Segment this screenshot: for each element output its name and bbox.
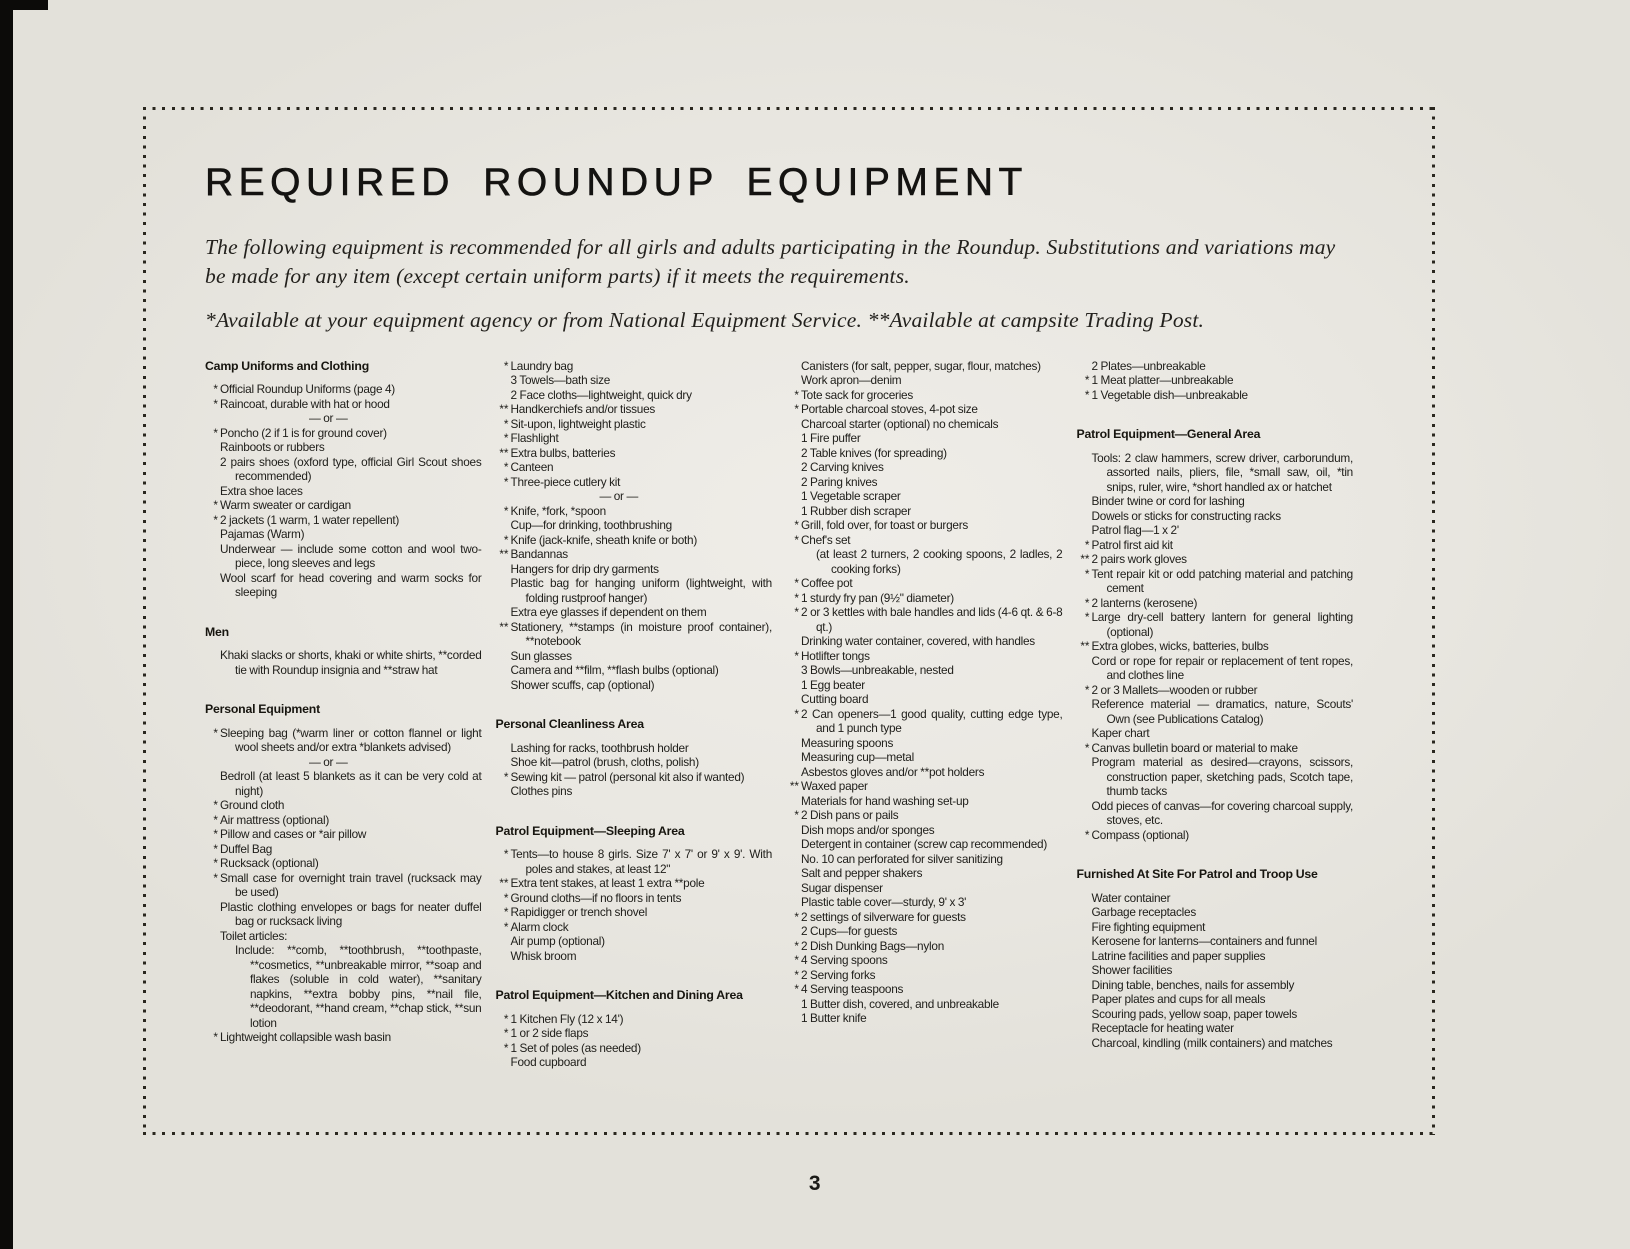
asterisk-marker: ** [499,445,509,460]
list-item: * 2 or 3 Mallets—wooden or rubber [1077,683,1354,698]
list-item: Air pump (optional) [510,934,605,949]
list-item: * Hotlifter tongs [786,649,1063,664]
list-item: * Grill, fold over, for toast or burgers [786,518,1063,533]
list-column [496,359,773,1070]
asterisk-marker: * [503,1011,509,1026]
list-item: * Warm sweater or cardigan [205,498,482,513]
list-item: ** Handkerchiefs and/or tissues [496,402,773,417]
list-item: * 2 jackets (1 warm, 1 water repellent) [205,513,482,528]
list-item: Cord or rope for repair or replacement of tent ropes, and clothes line [1091,653,1353,683]
scan-edge-strip-top [0,0,48,10]
list-item: * Sit-upon, lightweight plastic [496,417,773,432]
list-item: * Sleeping bag (*warm liner or cotton flannel or light wool sheets and/or extra *blankets advised) [205,726,482,755]
asterisk-marker: * [503,769,509,784]
list-item: * Flashlight [496,431,773,446]
equipment-section [1077,359,1354,403]
or-divider: — or — [599,489,639,504]
list-item: * Tent repair kit or odd patching material and patching cement [1077,567,1354,596]
list-item: Dining table, benches, nails for assembly [1091,977,1295,992]
list-item: ** 2 pairs work gloves [1077,552,1354,567]
list-item: 1 Rubber dish scraper [801,503,911,518]
list-item: Program material as desired—crayons, scissors, construction paper, sketching pads, Scotch tape, thumb tacks [1091,755,1353,799]
list-item: * 4 Serving teaspoons [786,982,1063,997]
list-item: Cup—for drinking, toothbrushing [510,518,672,533]
asterisk-marker: * [213,425,218,440]
list-item: Binder twine or cord for lashing [1091,494,1245,509]
asterisk-marker: * [794,605,799,620]
list-item: Measuring spoons [801,735,894,750]
asterisk-marker: ** [789,779,799,794]
list-item: * Small case for overnight train travel (rucksack may be used) [205,871,482,900]
list-item: * Patrol first aid kit [1077,538,1354,553]
list-item: * Compass (optional) [1077,828,1354,843]
equipment-section [1077,427,1354,842]
list-item: * Rucksack (optional) [205,856,482,871]
list-item: * Knife, *fork, *spoon [496,504,773,519]
asterisk-marker: * [213,382,218,397]
asterisk-marker: * [503,919,509,934]
list-item: * Chef's set [786,533,1063,548]
list-item: Fire fighting equipment [1091,919,1206,934]
asterisk-marker: * [1084,827,1090,842]
list-item: Garbage receptacles [1091,905,1196,920]
list-item: * Knife (jack-knife, sheath knife or both) [496,533,773,548]
list-item: Water container [1091,890,1171,905]
page-content [205,163,1353,1070]
list-item: * 1 sturdy fry pan (9½" diameter) [786,591,1063,606]
list-item: * Ground cloth [205,798,482,813]
list-column [205,359,482,1070]
list-item: * Tents—to house 8 girls. Size 7' x 7' or 9' x 9'. With poles and stakes, at least 12" [496,847,773,876]
list-item: Lashing for racks, toothbrush holder [510,740,689,755]
list-item: Extra shoe laces [220,483,303,498]
list-item: 1 Vegetable scraper [801,489,901,504]
list-item: Plastic table cover—sturdy, 9' x 3' [801,895,967,910]
list-item: ** Extra bulbs, batteries [496,446,773,461]
asterisk-marker: * [213,870,218,885]
list-item: * Three-piece cutlery kit [496,475,773,490]
list-item: * 2 Serving forks [786,968,1063,983]
list-item: ** Extra globes, wicks, batteries, bulbs [1077,639,1354,654]
asterisk-marker: * [213,1030,218,1045]
list-item: Materials for hand washing set-up [801,793,969,808]
list-item: Shower facilities [1091,963,1173,978]
asterisk-marker: * [794,402,799,417]
asterisk-marker: * [213,498,218,513]
asterisk-marker: * [794,967,799,982]
list-item: * Poncho (2 if 1 is for ground cover) [205,426,482,441]
asterisk-marker: * [1084,740,1090,755]
list-item: Canisters (for salt, pepper, sugar, flour, matches) [801,358,1041,373]
equipment-columns [205,359,1353,1070]
asterisk-marker: * [1084,682,1090,697]
list-item: Charcoal, kindling (milk containers) and matches [1091,1035,1333,1050]
asterisk-marker: * [503,431,509,446]
section-header: Men [205,624,229,639]
list-item: * 1 or 2 side flaps [496,1026,773,1041]
section-header: Patrol Equipment—General Area [1076,427,1261,442]
asterisk-marker: * [213,725,218,740]
list-item: 1 Butter dish, covered, and unbreakable [801,996,999,1011]
asterisk-marker: * [503,460,509,475]
list-item: Patrol flag—1 x 2' [1091,523,1179,538]
dotted-border-left [143,107,146,1135]
asterisk-marker: * [503,532,509,547]
list-item: Kaper chart [1091,726,1150,741]
dotted-border-bottom [143,1132,1435,1135]
equipment-section [205,625,482,678]
asterisk-marker: ** [499,876,509,891]
asterisk-marker: * [503,890,509,905]
asterisk-marker: * [794,909,799,924]
equipment-section [1077,867,1354,1050]
list-item: 3 Towels—bath size [510,373,611,388]
list-item: * 2 Can openers—1 good quality, cutting edge type, and 1 punch type [786,707,1063,736]
list-item: Hangers for drip dry garments [510,561,659,576]
list-item: * 4 Serving spoons [786,953,1063,968]
list-item: Asbestos gloves and/or **pot holders [801,764,985,779]
asterisk-marker: * [794,706,799,721]
list-item: * Ground cloths—if no floors in tents [496,891,773,906]
list-item: Charcoal starter (optional) no chemicals [801,416,999,431]
list-item: Clothes pins [510,784,573,799]
list-item: Work apron—denim [801,373,902,388]
list-item: 2 Table knives (for spreading) [801,445,947,460]
list-item: * 1 Kitchen Fly (12 x 14') [496,1012,773,1027]
list-item: * Duffel Bag [205,842,482,857]
asterisk-marker: * [794,590,799,605]
equipment-section [496,824,773,964]
asterisk-marker: ** [499,547,509,562]
asterisk-marker: * [503,905,509,920]
page-number: 3 [808,1172,822,1195]
list-item: Latrine facilities and paper supplies [1091,948,1266,963]
asterisk-marker: * [1084,387,1090,402]
page-title: REQUIRED ROUNDUP EQUIPMENT [205,161,1028,204]
list-item: Plastic clothing envelopes or bags for neater duffel bag or rucksack living [220,899,482,929]
list-item: * 1 Meat platter—unbreakable [1077,373,1354,388]
list-item: ** Bandannas [496,547,773,562]
list-item: * 2 lanterns (kerosene) [1077,596,1354,611]
asterisk-marker: * [794,982,799,997]
list-item: Cutting board [801,692,869,707]
list-item: * Large dry-cell battery lantern for general lighting (optional) [1077,610,1354,639]
asterisk-marker: ** [1080,552,1090,567]
list-item: Underwear — include some cotton and wool two-piece, long sleeves and legs [220,541,482,571]
asterisk-marker: * [1084,595,1090,610]
list-item: Extra eye glasses if dependent on them [510,605,707,620]
list-item: 2 Cups—for guests [801,924,898,939]
asterisk-marker: * [794,808,799,823]
list-item: * Raincoat, durable with hat or hood [205,397,482,412]
asterisk-marker: * [503,416,509,431]
list-item: * Air mattress (optional) [205,813,482,828]
list-item: Rainboots or rubbers [220,440,325,455]
list-item: Receptacle for heating water [1091,1021,1234,1036]
list-item: * Alarm clock [496,920,773,935]
list-item: Drinking water container, covered, with handles [801,634,1035,649]
list-item: 3 Bowls—unbreakable, nested [801,663,954,678]
list-item: Khaki slacks or shorts, khaki or white shirts, **corded tie with Roundup insignia and **straw hat [220,648,482,677]
list-item: Detergent in container (screw cap recommended) [801,837,1047,852]
list-column [1077,359,1354,1070]
asterisk-marker: * [503,358,509,373]
asterisk-marker: ** [499,402,509,417]
list-item: Reference material — dramatics, nature, Scouts' Own (see Publications Catalog) [1091,697,1353,726]
list-item: ** Stationery, **stamps (in moisture proof container), **notebook [496,620,773,649]
asterisk-marker: * [794,518,799,533]
list-item: * Lightweight collapsible wash basin [205,1030,482,1045]
list-item: 2 Paring knives [801,474,878,489]
list-item: * Pillow and cases or *air pillow [205,827,482,842]
list-item: * Official Roundup Uniforms (page 4) [205,382,482,397]
list-item: 1 Egg beater [801,677,865,692]
list-item: 2 pairs shoes (oxford type, official Girl Scout shoes recommended) [220,454,482,484]
list-item: 2 Plates—unbreakable [1091,358,1206,373]
list-item: Paper plates and cups for all meals [1091,992,1266,1007]
list-item: * 1 Set of poles (as needed) [496,1041,773,1056]
list-item: Dish mops and/or sponges [801,822,935,837]
asterisk-marker: * [1084,537,1090,552]
or-divider: — or — [308,754,348,769]
list-item: Camera and **film, **flash bulbs (optional) [510,663,719,678]
asterisk-marker: * [1084,566,1090,581]
list-item: Food cupboard [510,1055,587,1070]
list-item: ** Extra tent stakes, at least 1 extra **pole [496,876,773,891]
asterisk-marker: * [213,856,218,871]
list-item: Scouring pads, yellow soap, paper towels [1091,1006,1298,1021]
list-item: Tools: 2 claw hammers, screw driver, carborundum, assorted nails, pliers, file, *small saw, oil, *tin snips, ruler, wire, *short handled ax or hatchet [1091,450,1353,494]
list-item: Whisk broom [510,948,577,963]
list-item: Wool scarf for head covering and warm socks for sleeping [220,570,482,600]
asterisk-marker: * [794,576,799,591]
equipment-section [496,359,773,693]
asterisk-marker: * [794,938,799,953]
asterisk-marker: * [213,841,218,856]
list-item: Toilet articles: [220,928,288,943]
list-item: 1 Butter knife [801,1011,867,1026]
list-item: Plastic bag for hanging uniform (lightweight, with folding rustproof hanger) [510,576,772,605]
dotted-border-right [1432,107,1435,1135]
asterisk-marker: * [794,953,799,968]
list-item: 2 Face cloths—lightweight, quick dry [510,387,692,402]
equipment-section [205,702,482,1045]
asterisk-marker: * [503,1026,509,1041]
equipment-section [496,988,773,1070]
list-item: * Canvas bulletin board or material to make [1077,741,1354,756]
list-item: Odd pieces of canvas—for covering charcoal supply, stoves, etc. [1091,798,1353,828]
section-header: Patrol Equipment—Sleeping Area [495,823,685,838]
list-item: Bedroll (at least 5 blankets as it can be very cold at night) [220,769,482,798]
list-item: * 2 settings of silverware for guests [786,910,1063,925]
list-item: * Portable charcoal stoves, 4-pot size [786,402,1063,417]
list-item: Pajamas (Warm) [220,527,305,542]
asterisk-marker: ** [499,619,509,634]
asterisk-marker: * [213,812,218,827]
list-item: * Laundry bag [496,359,773,374]
asterisk-marker: * [503,503,509,518]
section-header: Personal Equipment [205,702,320,717]
equipment-section [496,717,773,799]
asterisk-marker: * [794,387,799,402]
list-item: * 2 Dish Dunking Bags—nylon [786,939,1063,954]
list-item: Salt and pepper shakers [801,866,923,881]
section-header: Personal Cleanliness Area [495,717,644,732]
intro-paragraph: The following equipment is recommended for all girls and adults participating in the Roundup. Substitutions and variations may be made for any item (except certain uniform parts) if it meets the requirements. [205,234,1336,289]
asterisk-marker: * [213,798,218,813]
list-item: * Coffee pot [786,576,1063,591]
list-item: * 2 Dish pans or pails [786,808,1063,823]
scan-edge-strip [0,0,13,1249]
asterisk-marker: * [213,396,218,411]
list-column [786,359,1063,1070]
asterisk-marker: * [794,648,799,663]
asterisk-marker: ** [1080,639,1090,654]
list-item: * 1 Vegetable dish—unbreakable [1077,388,1354,403]
list-item: * Tote sack for groceries [786,388,1063,403]
availability-note: *Available at your equipment agency or from National Equipment Service. **Available at campsite Trading Post. [205,307,1205,332]
list-item: Kerosene for lanterns—containers and funnel [1091,934,1317,949]
list-item: Measuring cup—metal [801,750,914,765]
asterisk-marker: * [213,827,218,842]
list-item: 1 Fire puffer [801,431,861,446]
list-item: 2 Carving knives [801,460,884,475]
asterisk-marker: * [1084,610,1090,625]
asterisk-marker: * [503,847,509,862]
list-item: * Canteen [496,460,773,475]
list-item: Dowels or sticks for constructing racks [1091,508,1281,523]
list-item: Sun glasses [510,648,572,663]
list-item: No. 10 can perforated for silver sanitizing [801,851,1003,866]
asterisk-marker: * [503,474,509,489]
asterisk-marker: * [1084,373,1090,388]
list-item: Shoe kit—patrol (brush, cloths, polish) [510,755,699,770]
list-item: (at least 2 turners, 2 cooking spoons, 2 ladles, 2 cooking forks) [816,547,1063,576]
or-divider: — or — [308,411,348,426]
asterisk-marker: * [213,512,218,527]
section-header: Patrol Equipment—Kitchen and Dining Area [495,988,743,1003]
section-header: Camp Uniforms and Clothing [205,358,370,373]
dotted-border-top [143,107,1435,110]
list-item: * Rapidigger or trench shovel [496,905,773,920]
asterisk-marker: * [503,1040,509,1055]
section-header: Furnished At Site For Patrol and Troop Use [1076,867,1318,882]
asterisk-marker: * [794,532,799,547]
list-item: ** Waxed paper [786,779,1063,794]
list-item: Shower scuffs, cap (optional) [510,677,655,692]
list-item: Sugar dispenser [801,880,883,895]
equipment-section [205,359,482,600]
list-item: Include: **comb, **toothbrush, **toothpaste, **cosmetics, **unbreakable mirror, **soap and flakes (soluble in cold water), **sanitary napkins, **extra bobby pins, **nail file, **deodorant, **hand cream, **chap stick, **sun lotion [235,943,482,1030]
equipment-section [786,359,1063,1026]
list-item: * Sewing kit — patrol (personal kit also if wanted) [496,770,773,785]
list-item: * 2 or 3 kettles with bale handles and lids (4-6 qt. & 6-8 qt.) [786,605,1063,634]
